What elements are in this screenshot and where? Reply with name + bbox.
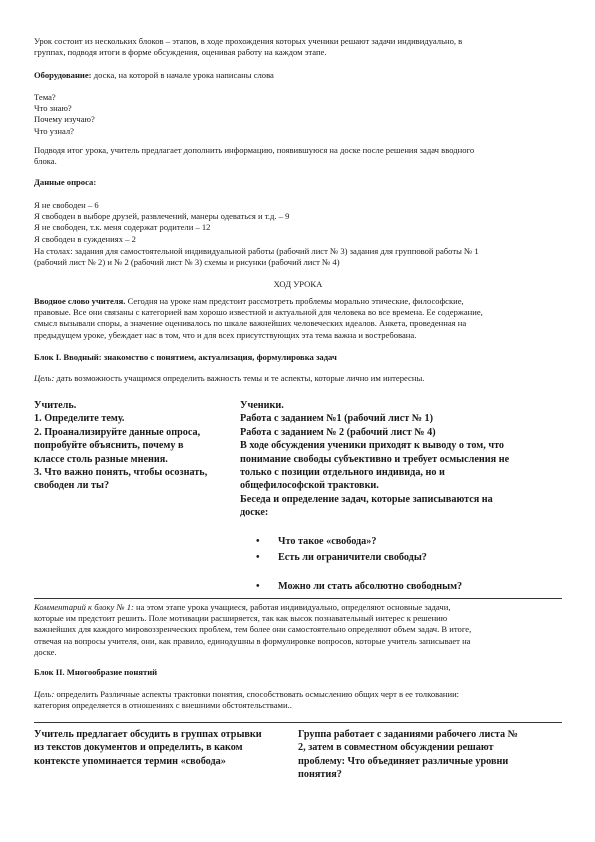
- intro-word-line: Сегодня на уроке нам предстоит рассмотреть проблемы морально этические, философские,: [125, 296, 464, 306]
- question-text: Что такое «свобода»?: [278, 536, 377, 547]
- block1-comment: [34, 602, 562, 658]
- board-word: Почему изучаю?: [34, 114, 95, 125]
- students-heading: Ученики.: [240, 400, 284, 411]
- teacher-line: свободен ли ты?: [34, 480, 110, 492]
- board-word: Тема?: [34, 92, 56, 102]
- block2-goal: [34, 689, 562, 711]
- students-line: понимание свободы субъективно и требует осмысления не: [240, 453, 510, 465]
- block2-divider: [34, 722, 562, 723]
- intro-word-paragraph: [34, 296, 562, 341]
- comment-line: доске.: [34, 646, 57, 657]
- block2-left-line: Учитель предлагает обсудить в группах отрывки: [34, 729, 262, 740]
- question-text: Есть ли ограничители свободы?: [278, 552, 427, 563]
- equipment-text: доска, на которой в начале урока написаны слова: [91, 70, 274, 80]
- comment-line: отвечая на вопросы учителя, они, как правило, единодушны в формулировке вопросов, которые учитель записывает на: [34, 635, 471, 646]
- board-word: Что знаю?: [34, 103, 72, 114]
- teacher-line: классе столь разные мнения.: [34, 453, 168, 465]
- students-line: только с позиции отдельного индивида, но и: [240, 467, 445, 479]
- teacher-line: 2. Проанализируйте данные опроса,: [34, 426, 201, 438]
- bullet-icon: •: [256, 552, 260, 563]
- tables-paragraph: [34, 246, 562, 268]
- block1-goal: [34, 373, 562, 384]
- teacher-line: 3. Что важно понять, чтобы осознать,: [34, 467, 208, 479]
- comment-line: важнейших для каждого мировоззренческих проблем, тем более они самостоятельно определяют объем задач. В итоге,: [34, 624, 472, 635]
- survey-list: [34, 200, 562, 245]
- board-word: Что узнал?: [34, 125, 74, 136]
- block2-right-line: понятия?: [298, 769, 342, 781]
- equipment-label: Оборудование:: [34, 70, 92, 80]
- block1-goal-text: дать возможность учащимся определить важность темы и те аспекты, которые лично им интересны.: [54, 373, 425, 383]
- survey-item: Я не свободен – 6: [34, 200, 99, 210]
- summary-paragraph: [34, 145, 562, 167]
- students-line: Работа с заданием № 2 (рабочий лист № 4): [240, 426, 436, 438]
- students-line: В ходе обсуждения ученики приходят к выводу о том, что: [240, 440, 505, 452]
- intro-line: Урок состоит из нескольких блоков – этапов, в ходе прохождения которых ученики решают задачи индивидуально, в: [34, 36, 463, 46]
- block2-right-line: Группа работает с заданиями рабочего листа №: [298, 729, 518, 740]
- lesson-heading-text: ХОД УРОКА: [273, 279, 323, 289]
- question-text: Можно ли стать абсолютно свободным?: [278, 581, 463, 592]
- list-item: [256, 551, 427, 564]
- teacher-line: 1. Определите тему.: [34, 413, 125, 425]
- intro-word-line: смысл вызывали споры, а значение оценивалось по шкале важнейших человеческих идеалов. Анкета, проведенная на: [34, 318, 467, 329]
- intro-line: группах, подводя итоги в форме обсуждения, оценивая работу на каждом этапе.: [34, 47, 327, 58]
- block2-goal-line: определить Различные аспекты трактовки понятия, способствовать осмыслению общих черт в ее толковании:: [54, 689, 460, 699]
- block2-right-line: проблему: Что объединяет различные уровни: [298, 755, 509, 767]
- survey-item: Я свободен в выборе друзей, развлечений, манеры одеваться и т.д. – 9: [34, 211, 290, 222]
- summary-line: блока.: [34, 156, 57, 167]
- students-line: общефилософской трактовки.: [240, 480, 379, 492]
- tables-line: На столах: задания для самостоятельной индивидуальной работы (рабочий лист № 3) задания для групповой работы № 1: [34, 246, 479, 256]
- block2-right-line: 2, затем в совместном обсуждении решают: [298, 742, 494, 754]
- bullet-icon: •: [256, 536, 260, 547]
- block2-goal-label: Цель:: [34, 689, 55, 699]
- lesson-heading: [34, 279, 562, 290]
- block2-title: [34, 667, 562, 678]
- block1-students-column: [240, 399, 560, 520]
- board-words-list: [34, 92, 562, 137]
- intro-paragraph: [34, 36, 562, 58]
- intro-word-line: предыдущем уроке, убеждает нас в том, что и для всех присутствующих эта тема важна и востребована.: [34, 329, 417, 340]
- students-line: Беседа и определение задач, которые записываются на: [240, 493, 493, 505]
- block2-left-line: из текстов документов и определить, в каком: [34, 742, 243, 754]
- intro-word-label: Вводное слово учителя.: [34, 296, 126, 306]
- block1-question-list: [256, 535, 556, 595]
- tables-line: (рабочий лист № 2) и № 2 (рабочий лист № 3) схемы и рисунки (рабочий лист № 4): [34, 257, 340, 268]
- teacher-line: попробуйте объяснить, почему в: [34, 440, 184, 452]
- block1-title: [34, 352, 562, 363]
- block2-group-column: [298, 728, 562, 782]
- survey-item: Я свободен в суждениях – 2: [34, 233, 136, 244]
- intro-word-line: правовые. Все они связаны с категорией вам хорошо известной и актуальной для человека во все времена. Ее содержание,: [34, 307, 483, 318]
- survey-item: Я не свободен, т.к. меня содержат родители – 12: [34, 222, 211, 233]
- list-item: [256, 580, 462, 593]
- block2-title-text: Блок II. Многообразие понятий: [34, 667, 158, 677]
- teacher-heading: Учитель.: [34, 400, 77, 411]
- list-item: [256, 535, 376, 548]
- block2-teacher-column: [34, 728, 294, 768]
- block2-goal-line: категория определяется в отношениях с внешними обстоятельствами..: [34, 700, 292, 711]
- comment-line: которые им предстоит решить. Поле мотивации расширяется, так как высок познавательный интерес к решению: [34, 613, 448, 624]
- block1-goal-label: Цель:: [34, 373, 55, 383]
- block1-teacher-column: [34, 399, 239, 493]
- students-line: Работа с заданием №1 (рабочий лист № 1): [240, 413, 434, 425]
- survey-section: [34, 177, 562, 188]
- comment-line: на этом этапе урока учащиеся, работая индивидуально, определяют основные задачи,: [133, 602, 451, 612]
- block1-divider: [34, 598, 562, 599]
- block2-left-line: контексте упоминается термин «свобода»: [34, 755, 226, 767]
- survey-title: Данные опроса:: [34, 177, 97, 187]
- students-line: доске:: [240, 507, 269, 519]
- bullet-icon: •: [256, 581, 260, 592]
- block1-comment-label: Комментарий к блоку № 1:: [34, 602, 134, 612]
- block1-title-text: Блок I. Вводный: знакомство с понятием, актуализация, формулировка задач: [34, 352, 337, 362]
- summary-line: Подводя итог урока, учитель предлагает дополнить информацию, появившуюся на доске после решения задач вводного: [34, 145, 475, 155]
- equipment-line: [34, 70, 562, 81]
